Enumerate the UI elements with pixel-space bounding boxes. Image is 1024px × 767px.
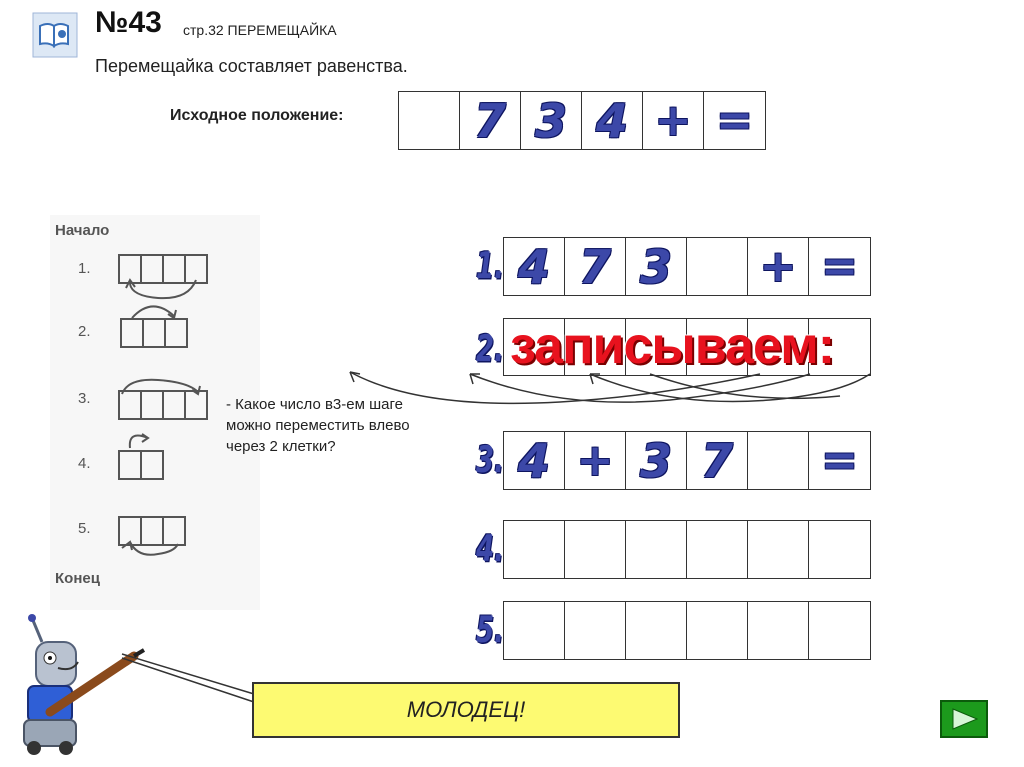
- initial-cell: +: [643, 92, 704, 149]
- next-slide-button[interactable]: [940, 700, 988, 738]
- step-row-5: [503, 601, 871, 660]
- task-subtitle: Перемещайка составляет равенства.: [95, 56, 408, 76]
- row-number: 1.: [476, 246, 504, 288]
- scheme-start-label: Начало: [55, 222, 110, 239]
- scheme-step-num: 2.: [78, 323, 91, 340]
- row-cell: =: [821, 241, 858, 292]
- row-cell: 3: [626, 432, 687, 489]
- row-cell: [748, 432, 809, 489]
- initial-grid: [398, 91, 766, 150]
- step-row-4: [503, 520, 871, 579]
- book-logo-icon: [32, 12, 78, 58]
- row-cell: [687, 602, 748, 659]
- task-number: №43: [95, 6, 162, 39]
- row-cell: 7: [687, 432, 748, 489]
- play-arrow-icon: [949, 707, 979, 731]
- initial-cell: [399, 92, 460, 149]
- scheme-arc: [118, 540, 188, 560]
- row-cell: 4: [504, 432, 565, 489]
- initial-position-label: Исходное положение:: [170, 107, 344, 124]
- scheme-step-diagram: [118, 390, 208, 420]
- scheme-arc: [118, 428, 158, 450]
- initial-cell: =: [716, 95, 753, 146]
- row-cell: [504, 602, 565, 659]
- question-text: - Какое число в3-ем шаге можно переместить влево через 2 клетки?: [226, 396, 410, 455]
- row-number: 3.: [476, 440, 504, 482]
- row-cell: 7: [565, 238, 626, 295]
- row-cell: +: [565, 432, 626, 489]
- row-cell: [565, 521, 626, 578]
- row-cell: [748, 521, 809, 578]
- scheme-step-num: 3.: [78, 390, 91, 407]
- row-cell: [626, 602, 687, 659]
- row-number: 2.: [476, 329, 504, 371]
- scheme-step-num: 5.: [78, 520, 91, 537]
- scheme-arc: [122, 300, 192, 320]
- scheme-step-num: 1.: [78, 260, 91, 277]
- step-row-1: [503, 237, 871, 296]
- pencil-lines: [120, 648, 260, 708]
- row-cell: 3: [626, 238, 687, 295]
- row-cell: [687, 238, 748, 295]
- row-cell: +: [748, 238, 809, 295]
- row-cell: =: [821, 435, 858, 486]
- scheme-step-num: 4.: [78, 455, 91, 472]
- step-row-3: [503, 431, 871, 490]
- row-cell: [687, 521, 748, 578]
- initial-cell: 3: [521, 92, 582, 149]
- scheme-arc: [118, 278, 208, 300]
- row-cell: 4: [504, 238, 565, 295]
- initial-cell: 4: [582, 92, 643, 149]
- row-cell: [809, 602, 870, 659]
- bravo-message: МОЛОДЕЦ!: [252, 682, 680, 738]
- overlay-word: записываем:: [510, 317, 835, 375]
- scheme-step-diagram: [120, 318, 188, 348]
- row-cell: [809, 521, 870, 578]
- row-cell: [626, 521, 687, 578]
- row-cell: [565, 602, 626, 659]
- row-number: 5.: [476, 610, 504, 652]
- scheme-end-label: Конец: [55, 570, 100, 587]
- initial-cell: 7: [460, 92, 521, 149]
- scheme-step-diagram: [118, 450, 164, 480]
- row-number: 4.: [476, 529, 504, 571]
- page-reference: стр.32 ПЕРЕМЕЩАЙКА: [183, 22, 337, 38]
- row-cell: [504, 521, 565, 578]
- row-cell: [748, 602, 809, 659]
